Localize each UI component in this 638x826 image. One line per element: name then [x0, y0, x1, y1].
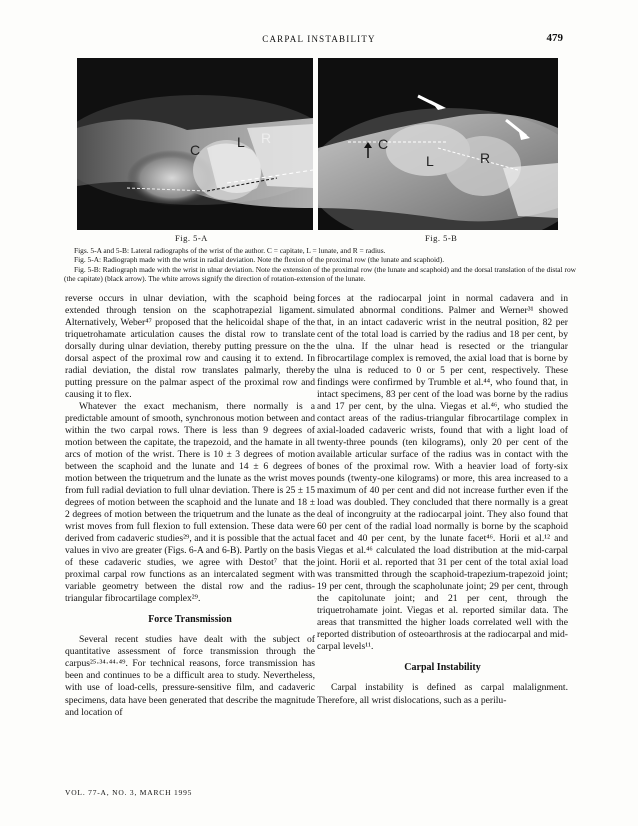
section-heading-carpal-instability: Carpal Instability: [404, 662, 481, 674]
page-number: 479: [546, 32, 563, 44]
figure-captions: [64, 246, 576, 284]
page-header: [0, 34, 638, 48]
figure-label-5b: Fig. 5-B: [425, 233, 458, 243]
right-paragraph-2: Carpal instability is defined as carpal malalignment. Therefore, all wrist dislocations, such as a perilu-: [317, 682, 568, 706]
label-c-5a: C: [190, 142, 201, 158]
left-paragraph-2: Whatever the exact mechanism, there normally is a predictable amount of smooth, synchronous motion between and within the two carpal rows. There is less than 9 degrees of motion between the capitate, the trapezoid, and the hamate in all arcs of motion of the wrist. There is 10 ± 3 degrees of motion between the scaphoid and the lunate and 14 ± 6 degrees of motion between the triquetrum and the lunate as the wrist moves from full radial deviation to full ulnar deviation. There is 25 ± 15 degrees of motion between the scaphoid and the lunate and 18 ± 2 degrees of motion between the triquetrum and the lunate as the wrist moves from full flexion to full extension. These data were derived from cadaveric studies²⁹, and it is possible that the actual values in vivo are greater (Figs. 6-A and 6-B). Partly on the basis of these cadaveric studies, we agree with Destot⁷ that the proximal carpal row functions as an intercalated segment with variable geometry between the distal row and the radius-triangular fibrocartilage complex²⁹.: [65, 401, 315, 605]
radiograph-figure-5b: [318, 58, 558, 230]
label-l-5a: L: [237, 134, 245, 150]
radiograph-figure-5a: [77, 58, 313, 230]
radiograph-5b-image: [318, 58, 558, 230]
label-c-5b: C: [378, 136, 389, 152]
left-paragraph-1: reverse occurs in ulnar deviation, with the scaphoid being extended through tension on the scaphotrapezial ligament. Alternatively, Weber⁴⁷ proposed that the helicoidal shape of the triquetrohamate articulation causes the distal row to translate dorsally during ulnar deviation, thereby putting pressure on the dorsal aspect of the proximal row and causing it to extend. In radial deviation, the distal row translates palmarly, thereby putting pressure on the palmar aspect of the proximal row and causing it to flex.: [65, 293, 315, 401]
figure-label-5a: Fig. 5-A: [175, 233, 208, 243]
right-column: [317, 293, 568, 707]
caption-5a: Fig. 5-A: Radiograph made with the wrist in radial deviation. Note the flexion of the proximal row (the lunate and scaphoid).: [74, 255, 445, 265]
label-r-5a: R: [261, 130, 272, 146]
label-l-5b: L: [426, 153, 434, 169]
journal-footer: VOL. 77-A, NO. 3, MARCH 1995: [65, 788, 193, 797]
caption-main: Figs. 5-A and 5-B: Lateral radiographs of the wrist of the author. C = capitate, L = lunate, and R = radius.: [74, 246, 386, 255]
left-column: [65, 293, 315, 719]
section-heading-force-transmission: Force Transmission: [148, 614, 232, 626]
caption-5b: Fig. 5-B: Radiograph made with the wrist in ulnar deviation. Note the extension of the proximal row (the lunate and scaphoid) and the dorsal translation of the distal row (the capitate) (black arrow). The white arrows signify the direction of rotation-extension of the lunate.: [64, 264, 576, 284]
left-paragraph-3: Several recent studies have dealt with the subject of quantitative assessment of force transmission through the carpus²⁵·³⁴·⁴⁴·⁴⁹. For technical reasons, force transmission has been and continues to be a difficult area to study. Nevertheless, with use of load-cells, pressure-sensitive film, and cadaveric specimens, data have been generated that describe the magnitude and location of: [65, 634, 315, 718]
label-r-5b: R: [480, 150, 491, 166]
right-paragraph-1: forces at the radiocarpal joint in normal cadavera and in simulated abnormal conditions. Palmer and Werner³¹ showed that, in an intact cadaveric wrist in the neutral position, 82 per cent of the total load is carried by the radius and 18 per cent, by the ulna. If the ulnar head is resected or the triangular fibrocartilage complex is removed, the axial load that is borne by the ulna is reduced to 0 or 5 per cent, respectively. These findings were confirmed by Trumble et al.⁴⁴, who found that, in intact specimens, 83 per cent of the load was borne by the radius and 17 per cent, by the ulna. Viegas et al.⁴⁶, who studied the contact areas of the radius-triangular fibrocartilage complex in axial-loaded cadaveric wrists, found that with a light load of twenty-three pounds (ten kilograms), only 20 per cent of the available articular surface of the radius was in contact with the bones of the proximal row. With a heavier load of forty-six pounds (twenty-one kilograms) or more, this area increased to a maximum of 40 per cent and did not increase further even if the load was doubled. They concluded that there normally is a great deal of incongruity at the radiocarpal joint. They also found that 60 per cent of the radial load normally is borne by the scaphoid facet and 40 per cent, by the lunate facet⁴⁶. Horii et al.¹² and Viegas et al.⁴⁶ calculated the load distribution at the mid-carpal joint. Horii et al. reported that 31 per cent of the total axial load was transmitted through the scaphoid-trapezium-trapezoid joint; 19 per cent, through the scapholunate joint; 29 per cent, through the capitolunate joint; and 21 per cent, through the triquetrohamate joint. Viegas et al. reported similar data. The areas that transmitted the higher loads correlated well with the reported distribution of osteoarthrosis at the radiocarpal and mid-carpal levels¹¹.: [317, 293, 568, 653]
running-title: CARPAL INSTABILITY: [262, 34, 376, 44]
